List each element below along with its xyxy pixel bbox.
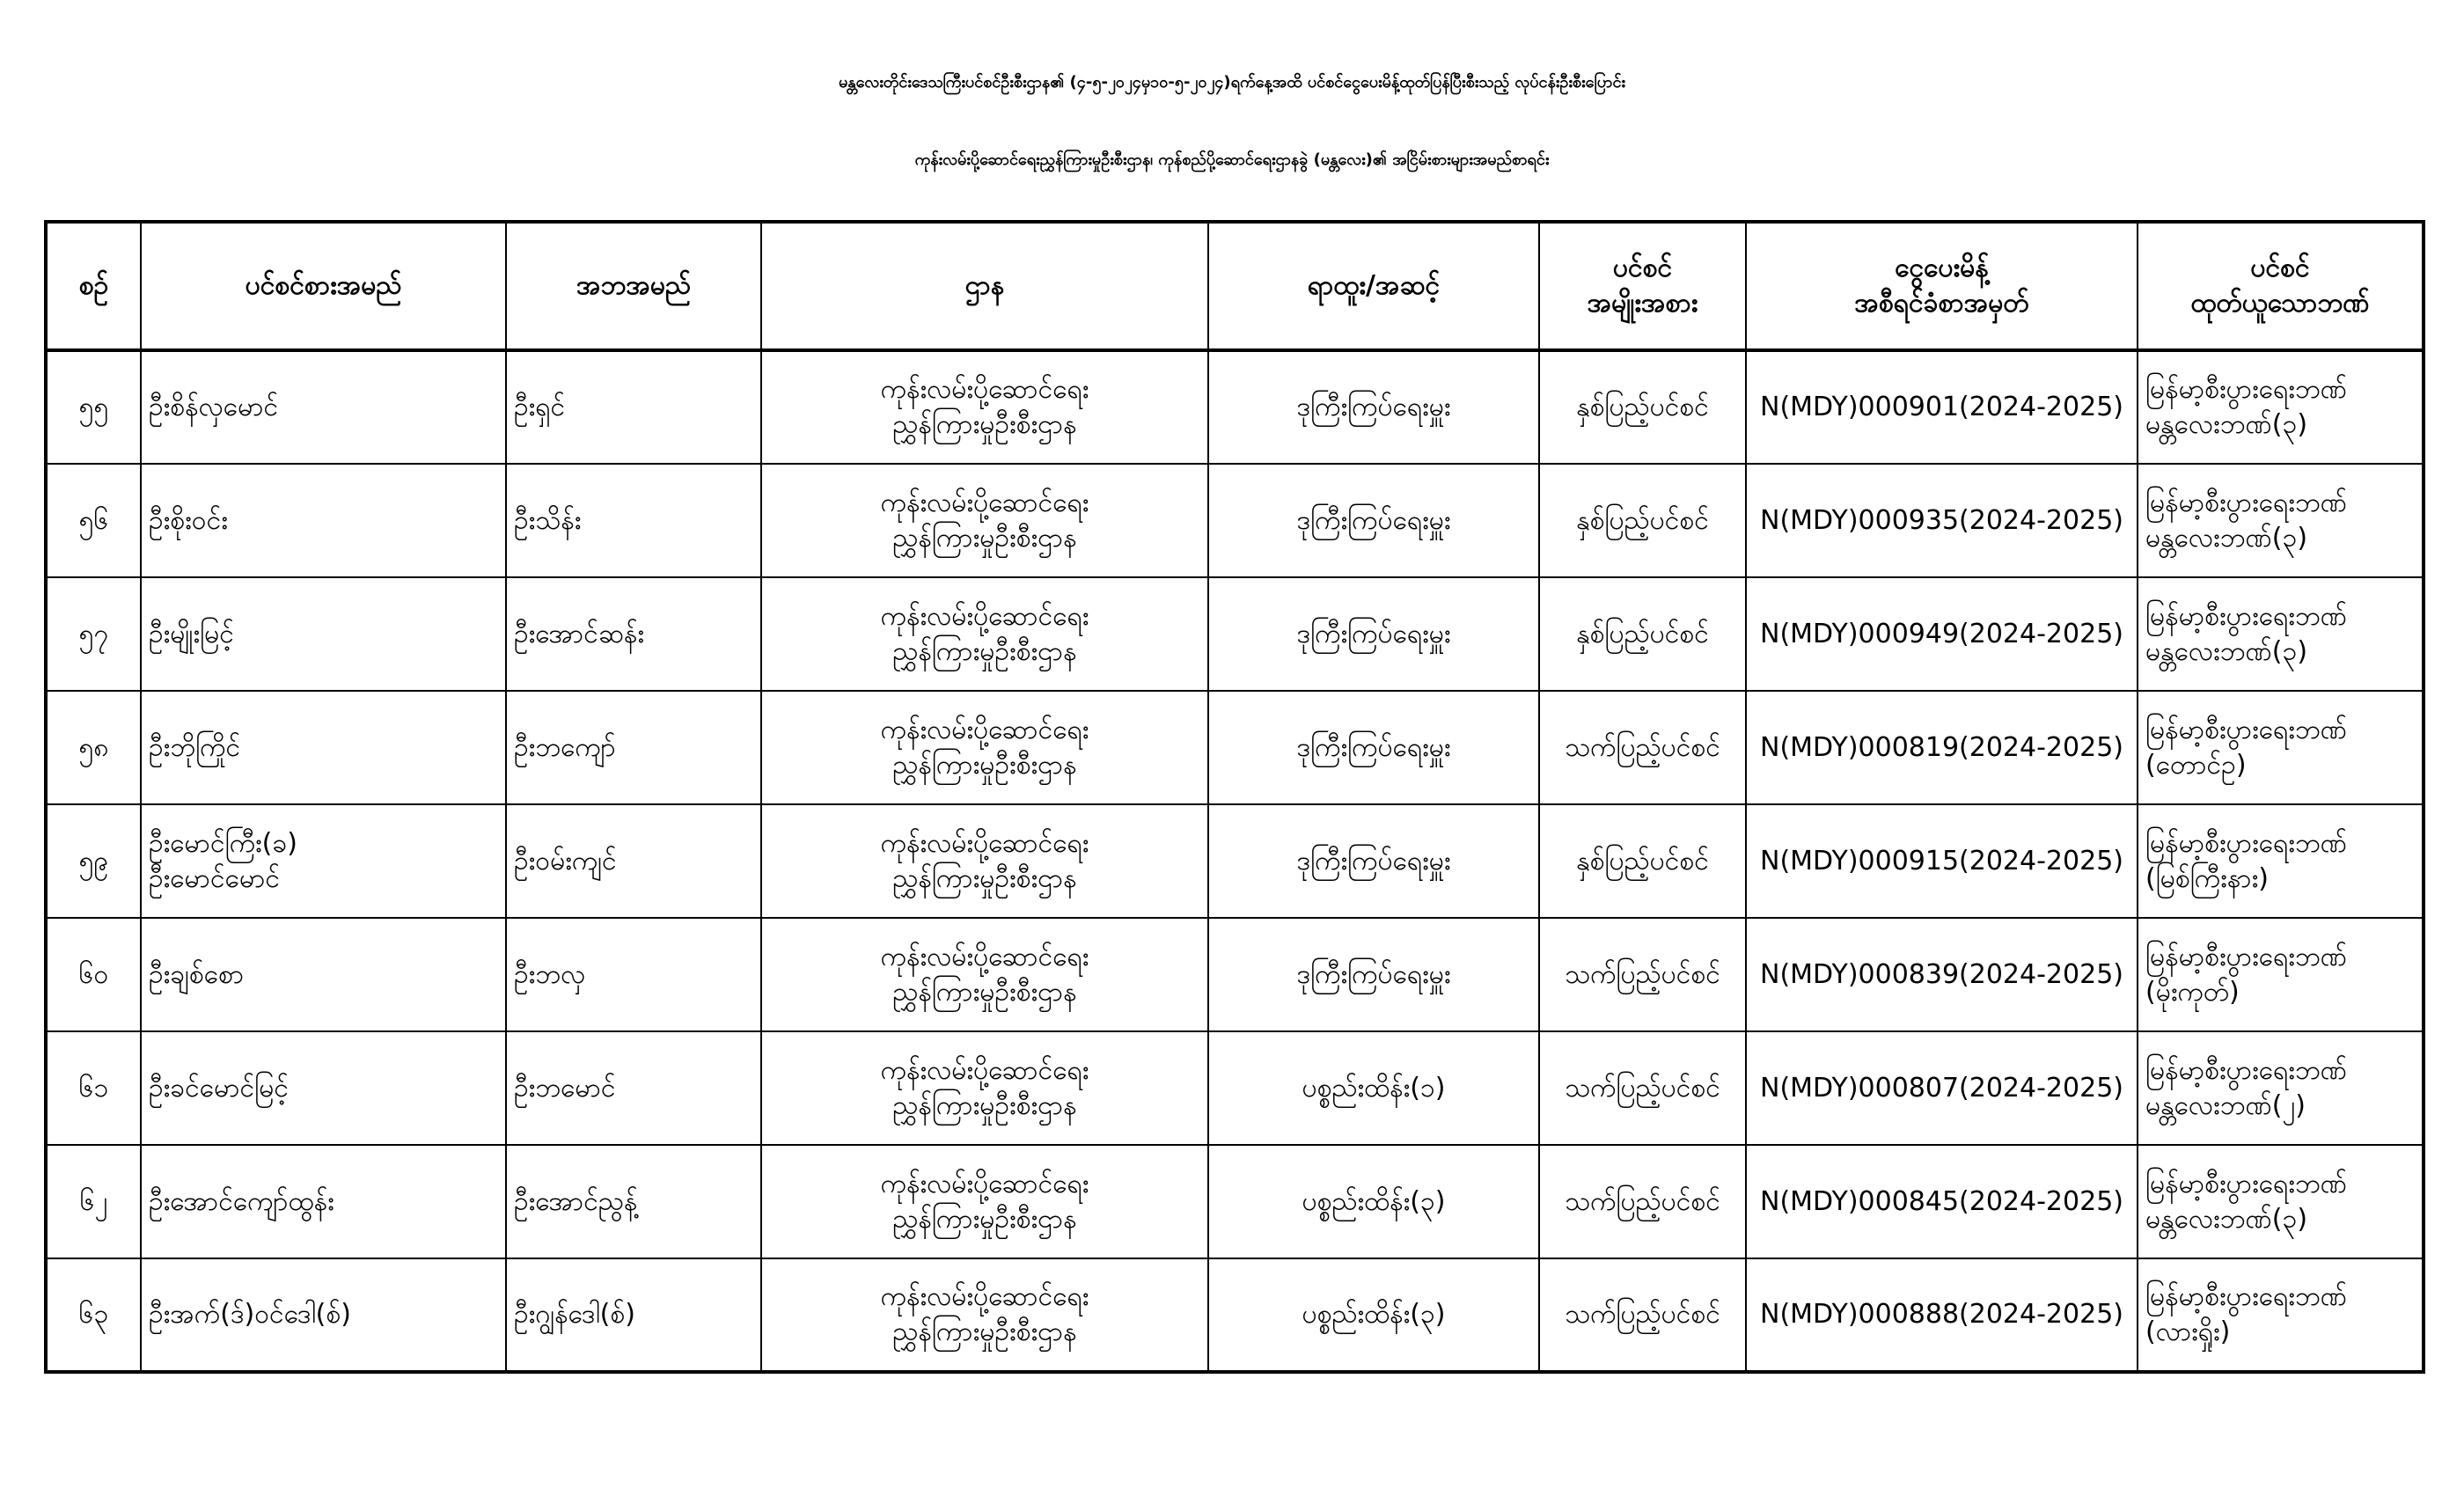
rank-cell: ပစ္စည်းထိန်း(၁) xyxy=(1208,1031,1539,1145)
pensioner-name-cell xyxy=(141,804,506,918)
serial-cell: ၅၅ xyxy=(46,350,141,464)
serial-cell: ၆၂ xyxy=(46,1145,141,1258)
bank-cell-line: (မိုးကုတ်) xyxy=(2145,976,2240,1008)
col-header-serial xyxy=(46,222,141,350)
header-label-line: ရာထူး/အဆင့် xyxy=(1307,270,1441,301)
pensioner-name-cell xyxy=(141,1031,506,1145)
pensioner-name-cell-line: ဦးစိန်လှမောင် xyxy=(149,392,279,422)
payment-order-cell: N(MDY)000901(2024-2025) xyxy=(1746,350,2138,464)
header-label-line: အမျိုးအစား xyxy=(1587,288,1698,319)
department-cell-line: ညွှန်ကြားမှုဦးစီးဌာန xyxy=(892,1089,1077,1121)
table-header-row xyxy=(46,222,2424,350)
bank-cell-line: မန္တလေးဘဏ်(၂) xyxy=(2145,1089,2306,1121)
department-cell xyxy=(761,1145,1208,1258)
header-label-line: ဌာန xyxy=(964,270,1005,301)
bank-cell-line: မြန်မာ့စီးပွားရေးဘဏ် xyxy=(2145,1168,2347,1199)
bank-cell xyxy=(2138,1145,2424,1258)
department-cell xyxy=(761,1031,1208,1145)
pensioner-name-cell-line: ဦးမောင်မောင် xyxy=(149,862,281,894)
pensioner-name-cell xyxy=(141,350,506,464)
table-row xyxy=(46,1031,2424,1145)
bank-cell-line: မြန်မာ့စီးပွားရေးဘဏ် xyxy=(2145,1054,2347,1086)
bank-cell-line: မန္တလေးဘဏ်(၃) xyxy=(2145,409,2308,440)
bank-cell-line: (လားရှိုး) xyxy=(2145,1316,2231,1347)
table-row xyxy=(46,577,2424,691)
department-cell-line: ကုန်းလမ်းပို့ဆောင်ရေး xyxy=(880,374,1089,405)
header-label-line: စဉ် xyxy=(78,270,109,301)
bank-cell xyxy=(2138,1031,2424,1145)
rank-cell: ပစ္စည်းထိန်း(၃) xyxy=(1208,1145,1539,1258)
department-cell-line: ညွှန်ကြားမှုဦးစီးဌာန xyxy=(892,522,1077,554)
pensioner-name-cell-line: ဦးချစ်စော xyxy=(149,958,245,990)
department-cell-line: ညွှန်ကြားမှုဦးစီးဌာန xyxy=(892,409,1077,440)
department-cell-line: ကုန်းလမ်းပို့ဆောင်ရေး xyxy=(880,941,1089,972)
serial-cell: ၅၇ xyxy=(46,577,141,691)
father-name-cell: ဦးဘလှ xyxy=(506,918,761,1031)
pensioner-name-cell xyxy=(141,1258,506,1372)
rank-cell: ဒုကြီးကြပ်ရေးမှူး xyxy=(1208,464,1539,577)
bank-cell-line: မြန်မာ့စီးပွားရေးဘဏ် xyxy=(2145,1281,2347,1312)
header-label-line: ပင်စင် xyxy=(1612,253,1673,283)
department-cell-line: ကုန်းလမ်းပို့ဆောင်ရေး xyxy=(880,487,1089,518)
table-row xyxy=(46,1145,2424,1258)
pensioner-name-cell xyxy=(141,577,506,691)
pension-type-cell: သက်ပြည့်ပင်စင် xyxy=(1539,1031,1746,1145)
department-cell-line: ကုန်းလမ်းပို့ဆောင်ရေး xyxy=(880,714,1089,745)
father-name-cell: ဦးဝမ်းကျင် xyxy=(506,804,761,918)
department-cell-line: ကုန်းလမ်းပို့ဆောင်ရေး xyxy=(880,600,1089,632)
pensioner-name-cell-line: ဦးအက်(ဒ်)ဝင်ဒေါ(စ်) xyxy=(149,1299,351,1330)
pension-type-cell: နှစ်ပြည့်ပင်စင် xyxy=(1539,577,1746,691)
header-label-line: ထုတ်ယူသောဘဏ် xyxy=(2190,288,2370,319)
pensioner-name-cell xyxy=(141,918,506,1031)
header-label-line: အဘအမည် xyxy=(576,270,692,301)
rank-cell: ဒုကြီးကြပ်ရေးမှူး xyxy=(1208,350,1539,464)
bank-cell xyxy=(2138,577,2424,691)
col-header-father-name xyxy=(506,222,761,350)
header-label-line: ငွေပေးမိန့် xyxy=(1895,253,1989,283)
department-cell xyxy=(761,691,1208,804)
department-cell-line: ကုန်းလမ်းပို့ဆောင်ရေး xyxy=(880,1168,1089,1199)
payment-order-cell: N(MDY)000845(2024-2025) xyxy=(1746,1145,2138,1258)
bank-cell xyxy=(2138,464,2424,577)
serial-cell: ၆၃ xyxy=(46,1258,141,1372)
bank-cell xyxy=(2138,804,2424,918)
header-label-line: ပင်စင်စားအမည် xyxy=(245,270,402,301)
department-cell xyxy=(761,804,1208,918)
payment-order-cell: N(MDY)000819(2024-2025) xyxy=(1746,691,2138,804)
department-cell xyxy=(761,350,1208,464)
payment-order-cell: N(MDY)000915(2024-2025) xyxy=(1746,804,2138,918)
col-header-bank xyxy=(2138,222,2424,350)
pensioner-name-cell xyxy=(141,1145,506,1258)
payment-order-cell: N(MDY)000839(2024-2025) xyxy=(1746,918,2138,1031)
pensioner-name-cell-line: ဦးဘိုကြိုင် xyxy=(149,731,241,763)
table-row xyxy=(46,804,2424,918)
bank-cell xyxy=(2138,691,2424,804)
father-name-cell: ဦးအောင်ညွန့် xyxy=(506,1145,761,1258)
pension-type-cell: သက်ပြည့်ပင်စင် xyxy=(1539,918,1746,1031)
department-cell-line: ညွှန်ကြားမှုဦးစီးဌာန xyxy=(892,862,1077,894)
table-body xyxy=(46,350,2424,1372)
document-title-line-1: မန္တလေးတိုင်းဒေသကြီးပင်စင်ဦးစီးဌာန၏ (၄-၅-၂၀၂၄မှ၁၀-၅-၂၀၂၄)ရက်နေ့အထိ ပင်စင်ငွေပေးမိန့်ထုတ်ပြန်ပြီးစီးသည့် လုပ်ငန်းဦးစီးပြောင်း xyxy=(838,73,1625,92)
pension-type-cell: သက်ပြည့်ပင်စင် xyxy=(1539,1258,1746,1372)
serial-cell: ၆၁ xyxy=(46,1031,141,1145)
department-cell-line: ကုန်းလမ်းပို့ဆောင်ရေး xyxy=(880,1054,1089,1086)
bank-cell-line: မြန်မာ့စီးပွားရေးဘဏ် xyxy=(2145,941,2347,972)
payment-order-cell: N(MDY)000807(2024-2025) xyxy=(1746,1031,2138,1145)
father-name-cell: ဦးဂျွန်ဒေါ(စ်) xyxy=(506,1258,761,1372)
bank-cell-line: မြန်မာ့စီးပွားရေးဘဏ် xyxy=(2145,827,2347,859)
father-name-cell: ဦးဘကျော် xyxy=(506,691,761,804)
rank-cell: ဒုကြီးကြပ်ရေးမှူး xyxy=(1208,804,1539,918)
bank-cell-line: (တောင်ဥ) xyxy=(2145,749,2247,781)
bank-cell xyxy=(2138,350,2424,464)
pensioner-name-cell-line: ဦးခင်မောင်မြင့် xyxy=(149,1072,289,1104)
pensioner-name-cell-line: ဦးစိုးဝင်း xyxy=(149,504,228,536)
bank-cell-line: မြန်မာ့စီးပွားရေးဘဏ် xyxy=(2145,714,2347,745)
serial-cell: ၆၀ xyxy=(46,918,141,1031)
department-cell xyxy=(761,918,1208,1031)
serial-cell: ၅၈ xyxy=(46,691,141,804)
col-header-department xyxy=(761,222,1208,350)
bank-cell-line: မြန်မာ့စီးပွားရေးဘဏ် xyxy=(2145,600,2347,632)
department-cell xyxy=(761,1258,1208,1372)
pension-type-cell: နှစ်ပြည့်ပင်စင် xyxy=(1539,464,1746,577)
pension-type-cell: သက်ပြည့်ပင်စင် xyxy=(1539,691,1746,804)
header-label-line: အစီရင်ခံစာအမှတ် xyxy=(1854,288,2029,319)
table-row xyxy=(46,350,2424,464)
col-header-rank xyxy=(1208,222,1539,350)
department-cell xyxy=(761,464,1208,577)
col-header-pensioner-name xyxy=(141,222,506,350)
table-row xyxy=(46,1258,2424,1372)
col-header-pension-type xyxy=(1539,222,1746,350)
department-cell-line: ညွှန်ကြားမှုဦးစီးဌာန xyxy=(892,1316,1077,1347)
pensioner-table xyxy=(44,220,2425,1374)
table-row xyxy=(46,918,2424,1031)
rank-cell: ဒုကြီးကြပ်ရေးမှူး xyxy=(1208,691,1539,804)
pension-type-cell: နှစ်ပြည့်ပင်စင် xyxy=(1539,804,1746,918)
payment-order-cell: N(MDY)000935(2024-2025) xyxy=(1746,464,2138,577)
serial-cell: ၅၆ xyxy=(46,464,141,577)
pensioner-name-cell xyxy=(141,691,506,804)
department-cell-line: ညွှန်ကြားမှုဦးစီးဌာန xyxy=(892,635,1077,667)
rank-cell: ဒုကြီးကြပ်ရေးမှူး xyxy=(1208,918,1539,1031)
pensioner-name-cell-line: ဦးအောင်ကျော်ထွန်း xyxy=(149,1185,334,1217)
pensioner-name-cell-line: ဦးမျိုးမြင့် xyxy=(149,618,234,649)
department-cell-line: ကုန်းလမ်းပို့ဆောင်ရေး xyxy=(880,1281,1089,1312)
payment-order-cell: N(MDY)000949(2024-2025) xyxy=(1746,577,2138,691)
father-name-cell: ဦးသိန်း xyxy=(506,464,761,577)
father-name-cell: ဦးဘမောင် xyxy=(506,1031,761,1145)
bank-cell xyxy=(2138,918,2424,1031)
pensioner-name-cell-line: ဦးမောင်ကြီး(ခ) xyxy=(149,827,297,859)
department-cell xyxy=(761,577,1208,691)
bank-cell-line: မြန်မာ့စီးပွားရေးဘဏ် xyxy=(2145,487,2347,518)
payment-order-cell: N(MDY)000888(2024-2025) xyxy=(1746,1258,2138,1372)
rank-cell: ဒုကြီးကြပ်ရေးမှူး xyxy=(1208,577,1539,691)
father-name-cell: ဦးအောင်ဆန်း xyxy=(506,577,761,691)
bank-cell-line: မြန်မာ့စီးပွားရေးဘဏ် xyxy=(2145,374,2347,405)
serial-cell: ၅၉ xyxy=(46,804,141,918)
pensioner-name-cell xyxy=(141,464,506,577)
bank-cell-line: (မြစ်ကြီးနား) xyxy=(2145,862,2269,894)
bank-cell xyxy=(2138,1258,2424,1372)
department-cell-line: ကုန်းလမ်းပို့ဆောင်ရေး xyxy=(880,827,1089,859)
col-header-payment-order-no xyxy=(1746,222,2138,350)
table-row xyxy=(46,464,2424,577)
document-title-line-2: ကုန်းလမ်းပို့ဆောင်ရေးညွှန်ကြားမှုဦးစီးဌာန၊ ကုန်စည်ပို့ဆောင်ရေးဌာနခွဲ (မန္တလေး)၏ အငြိမ်းစားများအမည်စာရင်း xyxy=(914,150,1550,169)
father-name-cell: ဦးရှင် xyxy=(506,350,761,464)
department-cell-line: ညွှန်ကြားမှုဦးစီးဌာန xyxy=(892,1203,1077,1235)
bank-cell-line: မန္တလေးဘဏ်(၃) xyxy=(2145,522,2308,554)
bank-cell-line: မန္တလေးဘဏ်(၃) xyxy=(2145,635,2308,667)
rank-cell: ပစ္စည်းထိန်း(၃) xyxy=(1208,1258,1539,1372)
department-cell-line: ညွှန်ကြားမှုဦးစီးဌာန xyxy=(892,976,1077,1008)
header-label-line: ပင်စင် xyxy=(2250,253,2310,283)
table-row xyxy=(46,691,2424,804)
pension-type-cell: သက်ပြည့်ပင်စင် xyxy=(1539,1145,1746,1258)
pension-type-cell: နှစ်ပြည့်ပင်စင် xyxy=(1539,350,1746,464)
bank-cell-line: မန္တလေးဘဏ်(၃) xyxy=(2145,1203,2308,1235)
department-cell-line: ညွှန်ကြားမှုဦးစီးဌာန xyxy=(892,749,1077,781)
